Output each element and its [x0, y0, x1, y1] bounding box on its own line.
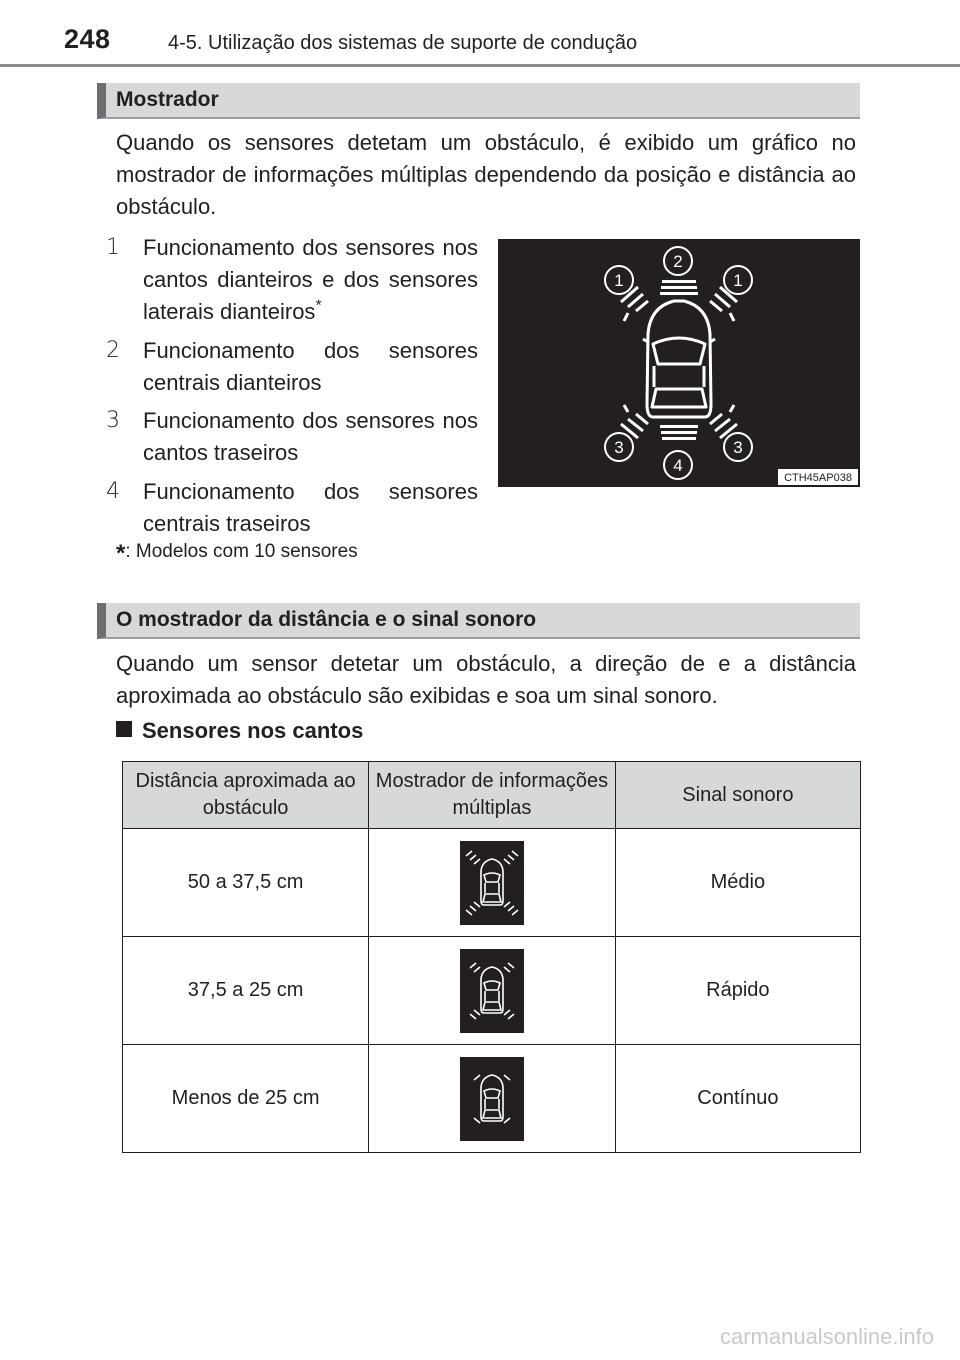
- column-header: Mostrador de informações múltiplas: [369, 762, 616, 829]
- page-header: [0, 0, 960, 66]
- legend-item-4: [106, 476, 478, 540]
- distance-cell: Menos de 25 cm: [123, 1045, 369, 1153]
- legend-text: Funcionamento dos sensores nos cantos dianteiros e dos sensores laterais dianteiros: [143, 235, 478, 324]
- sensor-diagram-svg: [498, 239, 860, 487]
- callout-label: 2: [673, 252, 683, 271]
- legend-number: 3: [106, 408, 120, 433]
- display-intro-paragraph: Quando os sensores detetam um obstáculo, é exibido um gráfico no mostrador de informações múltiplas dependendo da posição e distância ao obstáculo.: [116, 130, 856, 219]
- signal-cell: Rápido: [615, 937, 860, 1045]
- mini-display-icon: [460, 949, 524, 1033]
- legend-item-3: [106, 405, 478, 469]
- subheading-corner-sensors: [116, 718, 363, 744]
- signal-cell: Médio: [615, 829, 860, 937]
- callout-label: 4: [673, 456, 683, 475]
- car-rear-window: [652, 389, 706, 407]
- table-header-row: [123, 762, 861, 829]
- footnote-text: : Modelos com 10 sensores: [125, 541, 358, 562]
- callout-label: 1: [614, 271, 624, 290]
- mini-display-icon: [460, 1057, 524, 1141]
- distance-table: [122, 761, 861, 1153]
- rear-center-bars: [660, 425, 698, 440]
- display-cell: [369, 1045, 616, 1153]
- signal-cell: Contínuo: [615, 1045, 860, 1153]
- section-heading-text: O mostrador da distância e o sinal sonoro: [116, 608, 537, 631]
- chapter-title: 4-5. Utilização dos sistemas de suporte de condução: [168, 32, 638, 54]
- page-number: 248: [64, 24, 111, 54]
- legend-item-1: [106, 232, 478, 328]
- front-center-bars: [660, 280, 698, 301]
- distance-intro-paragraph: Quando um sensor detetar um obstáculo, a direção de e a distância aproximada ao obstáculo são exibidas e soa um sinal sonoro.: [116, 651, 856, 708]
- footnote-marker: *: [315, 297, 322, 315]
- table-row: [123, 937, 861, 1045]
- footnote-asterisk: *: [116, 540, 126, 567]
- legend-text: Funcionamento dos sensores centrais traseiros: [143, 479, 478, 536]
- section-heading-distance: [97, 603, 860, 639]
- legend-item-2: [106, 335, 478, 399]
- column-header: Distância aproximada ao obstáculo: [123, 762, 369, 829]
- watermark: carmanualsonline.info: [719, 1324, 934, 1349]
- display-cell: [369, 829, 616, 937]
- callout-label: 3: [614, 438, 624, 457]
- mini-display-icon: [460, 841, 524, 925]
- callout-label: 3: [733, 438, 743, 457]
- legend-number: 1: [106, 235, 120, 260]
- square-bullet-icon: [116, 721, 132, 737]
- legend-number: 2: [106, 338, 120, 363]
- legend-text: Funcionamento dos sensores centrais dianteiros: [143, 338, 478, 395]
- sensor-display-diagram: [498, 239, 860, 487]
- legend-text: Funcionamento dos sensores nos cantos traseiros: [143, 408, 478, 465]
- distance-cell: 50 a 37,5 cm: [123, 829, 369, 937]
- section-heading-display: [97, 83, 860, 119]
- subheading-text: Sensores nos cantos: [142, 718, 364, 743]
- footnote: [116, 540, 358, 568]
- column-header: Sinal sonoro: [615, 762, 860, 829]
- display-cell: [369, 937, 616, 1045]
- car-windshield: [653, 338, 705, 364]
- section-heading-text: Mostrador: [116, 88, 219, 111]
- figure-code: CTH45AP038: [784, 472, 852, 484]
- callout-label: 1: [733, 271, 743, 290]
- distance-cell: 37,5 a 25 cm: [123, 937, 369, 1045]
- legend-number: 4: [106, 479, 120, 504]
- header-rule: [0, 64, 960, 67]
- table-row: [123, 1045, 861, 1153]
- table-row: [123, 829, 861, 937]
